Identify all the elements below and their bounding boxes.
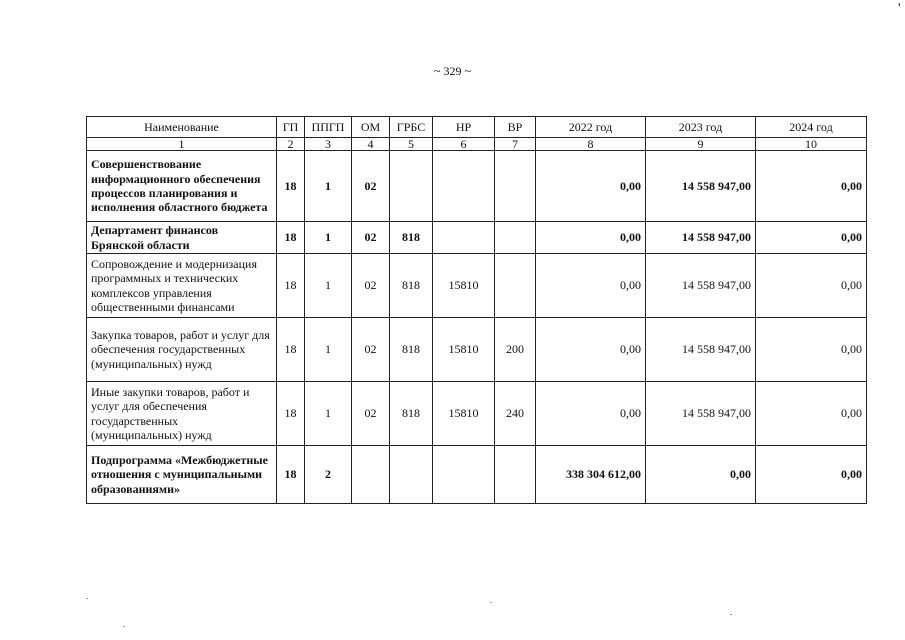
index-cell: 1 [87, 138, 277, 151]
index-cell: 6 [433, 138, 495, 151]
index-cell: 8 [536, 138, 646, 151]
row-nr [433, 446, 495, 504]
index-cell: 5 [390, 138, 433, 151]
row-grbs [390, 151, 433, 222]
header-nr: НР [433, 117, 495, 138]
scan-speck [730, 614, 732, 615]
row-vr: 240 [495, 382, 536, 446]
row-2022: 0,00 [536, 254, 646, 318]
table-row [87, 382, 867, 446]
row-2022: 0,00 [536, 222, 646, 254]
row-2023: 14 558 947,00 [646, 254, 756, 318]
page-number: ~ 329 ~ [434, 64, 471, 78]
row-grbs: 818 [390, 222, 433, 254]
row-2024: 0,00 [756, 382, 867, 446]
row-2022: 338 304 612,00 [536, 446, 646, 504]
row-ppgp: 1 [305, 382, 352, 446]
row-gp: 18 [277, 446, 305, 504]
table-row [87, 222, 867, 254]
row-name: Подпрограмма «Межбюджетные отношения с муниципальными образованиями» [87, 446, 277, 504]
row-2024: 0,00 [756, 222, 867, 254]
row-gp: 18 [277, 222, 305, 254]
row-name: Закупка товаров, работ и услуг для обеспечения государственных (муниципальных) нужд [87, 318, 277, 382]
row-name: Департамент финансов Брянской области [87, 222, 277, 254]
row-vr: 200 [495, 318, 536, 382]
row-grbs: 818 [390, 318, 433, 382]
column-index-row [87, 138, 867, 151]
row-om: 02 [352, 318, 390, 382]
row-nr: 15810 [433, 254, 495, 318]
row-vr [495, 222, 536, 254]
row-2024: 0,00 [756, 254, 867, 318]
index-cell: 9 [646, 138, 756, 151]
row-nr [433, 151, 495, 222]
header-vr: ВР [495, 117, 536, 138]
row-2023: 0,00 [646, 446, 756, 504]
header-om: ОМ [352, 117, 390, 138]
row-om: 02 [352, 151, 390, 222]
index-cell: 7 [495, 138, 536, 151]
header-row [87, 117, 867, 138]
row-om: 02 [352, 222, 390, 254]
row-2024: 0,00 [756, 446, 867, 504]
scan-speck [123, 626, 125, 627]
row-om: 02 [352, 254, 390, 318]
header-2023: 2023 год [646, 117, 756, 138]
row-name: Совершенствование информационного обеспечения процессов планирования и исполнения областного бюджета [87, 151, 277, 222]
row-ppgp: 1 [305, 318, 352, 382]
header-gp: ГП [277, 117, 305, 138]
row-2022: 0,00 [536, 382, 646, 446]
row-ppgp: 1 [305, 254, 352, 318]
header-ppgp: ППГП [305, 117, 352, 138]
row-nr: 15810 [433, 382, 495, 446]
header-2022: 2022 год [536, 117, 646, 138]
row-nr [433, 222, 495, 254]
row-ppgp: 2 [305, 446, 352, 504]
row-gp: 18 [277, 382, 305, 446]
table-row [87, 446, 867, 504]
scan-speck [86, 598, 88, 599]
row-2023: 14 558 947,00 [646, 222, 756, 254]
row-2022: 0,00 [536, 151, 646, 222]
row-ppgp: 1 [305, 151, 352, 222]
table-row [87, 254, 867, 318]
row-2023: 14 558 947,00 [646, 382, 756, 446]
row-gp: 18 [277, 151, 305, 222]
row-2022: 0,00 [536, 318, 646, 382]
row-name: Сопровождение и модернизация программных и технических комплексов управления общественными финансами [87, 254, 277, 318]
budget-table [86, 116, 867, 504]
row-vr [495, 254, 536, 318]
row-om: 02 [352, 382, 390, 446]
row-gp: 18 [277, 318, 305, 382]
header-grbs: ГРБС [390, 117, 433, 138]
table-row [87, 318, 867, 382]
row-om [352, 446, 390, 504]
row-nr: 15810 [433, 318, 495, 382]
row-gp: 18 [277, 254, 305, 318]
row-ppgp: 1 [305, 222, 352, 254]
row-vr [495, 446, 536, 504]
index-cell: 4 [352, 138, 390, 151]
index-cell: 2 [277, 138, 305, 151]
row-2023: 14 558 947,00 [646, 318, 756, 382]
scan-speck [490, 602, 492, 603]
row-grbs: 818 [390, 254, 433, 318]
row-2023: 14 558 947,00 [646, 151, 756, 222]
table-row [87, 151, 867, 222]
corner-mark: ' [897, 0, 901, 14]
row-2024: 0,00 [756, 318, 867, 382]
row-grbs [390, 446, 433, 504]
row-2024: 0,00 [756, 151, 867, 222]
index-cell: 10 [756, 138, 867, 151]
header-2024: 2024 год [756, 117, 867, 138]
index-cell: 3 [305, 138, 352, 151]
header-name: Наименование [87, 117, 277, 138]
row-name: Иные закупки товаров, работ и услуг для обеспечения государственных (муниципальных) нужд [87, 382, 277, 446]
row-grbs: 818 [390, 382, 433, 446]
row-vr [495, 151, 536, 222]
